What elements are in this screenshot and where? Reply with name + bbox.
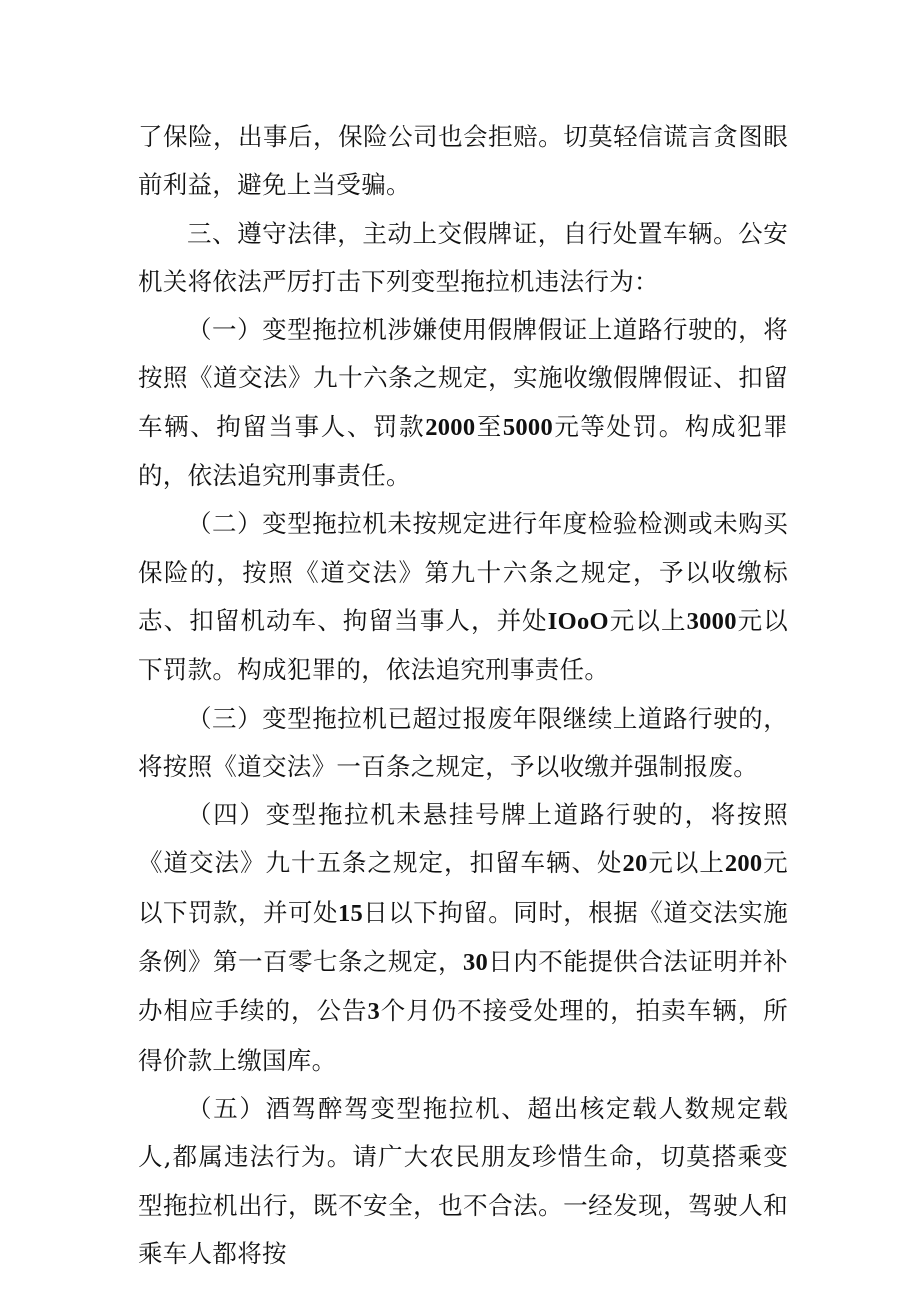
bold-figure: 30 [462,949,489,977]
paragraph-item-four: （四）变型拖拉机未悬挂号牌上道路行驶的，将按照《道交法》九十五条之规定，扣留车辆、处20元以上200元以下罚款，并可处15日以下拘留。同时，根据《道交法实施条例》第一百零七条之规定，30日内不能提供合法证明并补办相应手续的，公告3个月仍不接受处理的，拍卖车辆，所得价款上缴国库。 [138,800,788,1075]
bold-figure: 3 [367,998,381,1026]
bold-figure: 20 [622,850,648,878]
paragraph-item-five: （五）酒驾醉驾变型拖拉机、超出核定载人数规定载人,都属违法行为。请广大农民朋友珍惜生命，切莫搭乘变型拖拉机出行，既不安全，也不合法。一经发现，驾驶人和乘车人都将按 [138,1093,788,1268]
paragraph-item-one: （一）变型拖拉机涉嫌使用假牌假证上道路行驶的，将按照《道交法》九十六条之规定，实施收缴假牌假证、扣留车辆、拘留当事人、罚款2000至5000元等处罚。构成犯罪的，依法追究刑事责任。 [138,315,788,491]
bold-figure: 200 [724,850,763,878]
bold-figure: 3000 [686,607,737,635]
bold-figure: 2000 [425,413,476,441]
bold-figure: 5000 [502,413,554,441]
paragraph-item-three: （三）变型拖拉机已超过报废年限继续上道路行驶的，将按照《道交法》一百条之规定，予以收缴并强制报废。 [138,703,788,781]
bold-figure: IOoO [547,607,609,635]
paragraph-insurance-warning: 了保险，出事后，保险公司也会拒赔。切莫轻信谎言贪图眼前利益，避免上当受骗。 [138,122,788,200]
document-body [138,113,788,1278]
paragraph-item-two: （二）变型拖拉机未按规定进行年度检验检测或未购买保险的，按照《道交法》第九十六条之规定，予以收缴标志、扣留机动车、拘留当事人，并处IOoO元以上3000元以下罚款。构成犯罪的，依法追究刑事责任。 [138,509,788,685]
paragraph-section-three-heading: 三、遵守法律，主动上交假牌证，自行处置车辆。公安机关将依法严厉打击下列变型拖拉机违法行为： [138,218,788,296]
bold-figure: 15 [337,899,364,927]
